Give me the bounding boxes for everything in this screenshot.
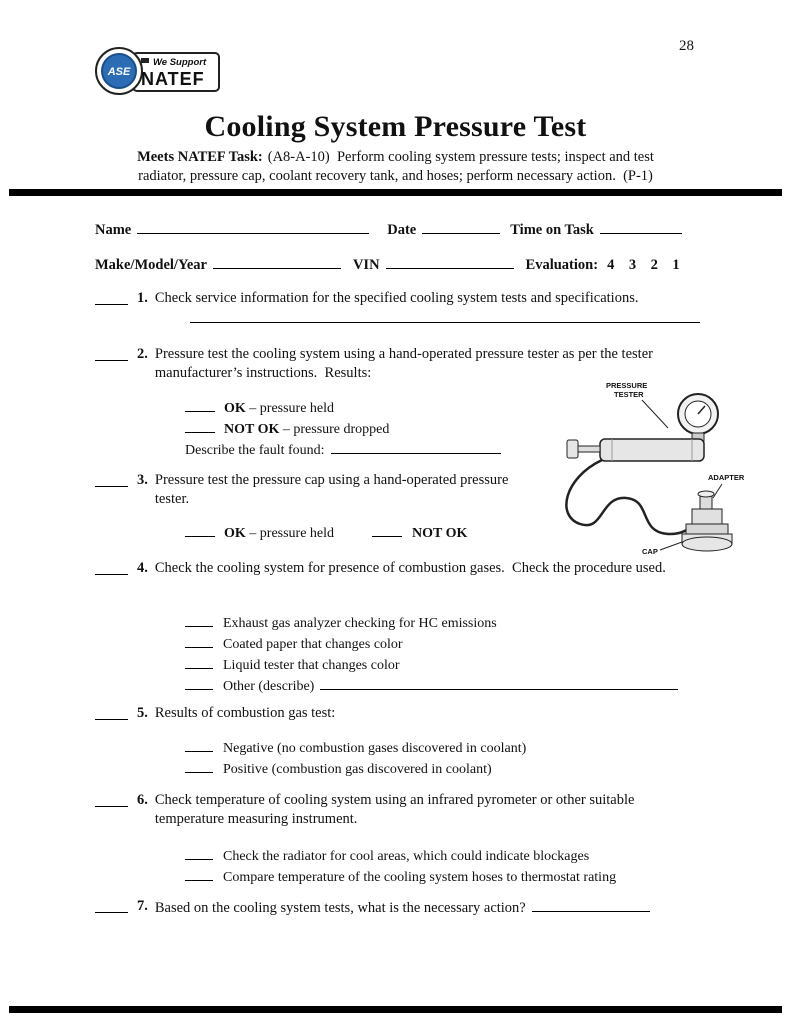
vin-blank <box>386 254 514 269</box>
item-4-option-4 <box>185 675 678 696</box>
item-4-text: Check the cooling system for presence of combustion gases. Check the procedure used. <box>154 560 666 576</box>
item-6-option-1-blank <box>185 845 213 860</box>
item-5-option-1-text: Negative (no combustion gases discovered in coolant) <box>223 741 527 756</box>
item-4-option-4-text: Other (describe) <box>223 679 315 694</box>
item-1-answer-line <box>190 321 700 323</box>
item-6-text: Check temperature of cooling system using an infrared pyrometer or other suitable temperature measuring instrument. <box>154 792 635 827</box>
bottom-divider-rule <box>9 1006 782 1013</box>
item-4-option-1-text: Exhaust gas analyzer checking for HC emissions <box>223 616 497 631</box>
page-number: 28 <box>679 38 694 54</box>
item-3-options <box>185 522 467 543</box>
name-label: Name <box>95 222 132 238</box>
item-5-option-2-text: Positive (combustion gas discovered in coolant) <box>223 762 492 777</box>
task-item-4 <box>95 559 666 578</box>
item-1-text: Check service information for the specified cooling system tests and specifications. <box>154 290 639 306</box>
item-4-options <box>185 612 678 696</box>
evaluation-scale: 4 3 2 1 <box>607 257 680 273</box>
item-2-notok-label: NOT OK <box>224 422 280 437</box>
item-6-option-2-text: Compare temperature of the cooling system hoses to thermostat rating <box>223 870 617 885</box>
task-label: Meets NATEF Task: <box>137 149 263 165</box>
meta-row-2 <box>95 254 680 274</box>
item-4-option-1 <box>185 612 678 633</box>
item-2-ok-text: – pressure held <box>245 401 335 416</box>
item-6-option-2 <box>185 866 616 887</box>
item-3-text: Pressure test the pressure cap using a hand-operated pressure tester. <box>154 472 509 507</box>
item-4-option-3-text: Liquid tester that changes color <box>223 658 400 673</box>
item-1-completion-blank <box>95 289 128 305</box>
item-4-number: 4. <box>137 560 148 576</box>
item-3-ok-blank <box>185 522 215 537</box>
item-5-number: 5. <box>137 705 148 721</box>
item-3-ok-text: – pressure held <box>245 526 335 541</box>
natef-task-statement <box>0 148 791 185</box>
item-7-number: 7. <box>137 898 148 914</box>
item-4-option-2-blank <box>185 633 213 648</box>
item-3-notok-label: NOT OK <box>412 526 468 541</box>
task-text-1: (A8-A-10) Perform cooling system pressure tests; inspect and test <box>267 149 654 165</box>
item-4-option-2 <box>185 633 678 654</box>
item-5-option-1 <box>185 737 526 758</box>
item-2-describe-blank <box>331 439 501 454</box>
task-item-7 <box>95 897 650 918</box>
task-item-6 <box>95 791 695 829</box>
item-4-option-3 <box>185 654 678 675</box>
item-2-describe-label: Describe the fault found: <box>185 443 325 458</box>
item-3-completion-blank <box>95 471 128 487</box>
item-2-option-notok <box>185 418 501 439</box>
item-7-completion-blank <box>95 897 128 913</box>
flag-icon <box>141 58 149 63</box>
item-6-option-1-text: Check the radiator for cool areas, which could indicate blockages <box>223 849 590 864</box>
figure-pressure-label-1: PRESSURE <box>606 381 648 390</box>
item-4-option-3-blank <box>185 654 213 669</box>
we-support-text: We Support <box>153 57 207 68</box>
date-blank <box>422 219 500 234</box>
date-label: Date <box>387 222 417 238</box>
task-line-1 <box>0 148 791 167</box>
item-6-options <box>185 845 616 887</box>
natef-logo <box>93 44 223 98</box>
item-2-notok-blank <box>185 418 215 433</box>
item-2-ok-blank <box>185 397 215 412</box>
item-1-number: 1. <box>137 290 148 306</box>
item-3-ok-label: OK <box>224 526 246 541</box>
figure-pressure-label-2: TESTER <box>614 390 644 399</box>
item-5-option-1-blank <box>185 737 213 752</box>
item-2-number: 2. <box>137 346 148 362</box>
vin-label: VIN <box>352 257 380 273</box>
time-on-task-label: Time on Task <box>510 222 594 238</box>
task-item-1 <box>95 289 638 308</box>
item-6-option-1 <box>185 845 616 866</box>
task-item-3 <box>95 471 537 509</box>
item-7-line <box>155 897 650 918</box>
item-3-number: 3. <box>137 472 148 488</box>
pump-body <box>567 439 704 461</box>
item-2-ok-label: OK <box>224 401 246 416</box>
ase-medallion <box>102 54 136 88</box>
time-on-task-blank <box>600 219 682 234</box>
task-line-2: radiator, pressure cap, coolant recovery tank, and hoses; perform necessary action. (P-1) <box>138 167 653 184</box>
make-model-year-blank <box>213 254 341 269</box>
make-model-year-label: Make/Model/Year <box>95 257 207 273</box>
item-2-options <box>185 397 501 460</box>
item-3-notok-blank <box>372 522 402 537</box>
item-6-number: 6. <box>137 792 148 808</box>
item-6-option-2-blank <box>185 866 213 881</box>
item-5-option-2 <box>185 758 526 779</box>
adapter-assembly <box>682 491 732 551</box>
task-item-5 <box>95 704 335 723</box>
name-blank <box>137 219 369 234</box>
doc-title: Cooling System Pressure Test <box>204 110 587 143</box>
item-4-option-1-blank <box>185 612 213 627</box>
hose <box>566 460 706 534</box>
item-2-notok-text: – pressure dropped <box>279 422 390 437</box>
item-6-completion-blank <box>95 791 128 807</box>
item-4-option-4-blank <box>185 675 213 690</box>
pressure-tester-figure <box>550 376 750 564</box>
item-5-options <box>185 737 526 779</box>
meta-row-1 <box>95 219 682 239</box>
item-7-answer-blank <box>532 897 650 912</box>
natef-text: NATEF <box>141 69 205 89</box>
item-3-option-line <box>185 522 467 543</box>
item-4-option-2-text: Coated paper that changes color <box>223 637 403 652</box>
item-4-other-blank <box>320 675 678 690</box>
item-5-option-2-blank <box>185 758 213 773</box>
item-4-completion-blank <box>95 559 128 575</box>
top-divider-rule <box>9 189 782 196</box>
item-5-completion-blank <box>95 704 128 720</box>
item-2-completion-blank <box>95 345 128 361</box>
gauge-icon <box>678 394 718 441</box>
item-2-option-ok <box>185 397 501 418</box>
figure-cap-label: CAP <box>642 547 658 556</box>
ase-text: ASE <box>107 66 131 78</box>
item-2-describe-line <box>185 439 501 460</box>
item-7-text: Based on the cooling system tests, what is the necessary action? <box>154 900 526 916</box>
item-2-text: Pressure test the cooling system using a hand-operated pressure tester as per the tester manufacturer’s instructions. Results: <box>154 346 653 381</box>
figure-adapter-label: ADAPTER <box>708 473 745 482</box>
evaluation-label: Evaluation: <box>525 257 599 273</box>
item-5-text: Results of combustion gas test: <box>154 705 336 721</box>
